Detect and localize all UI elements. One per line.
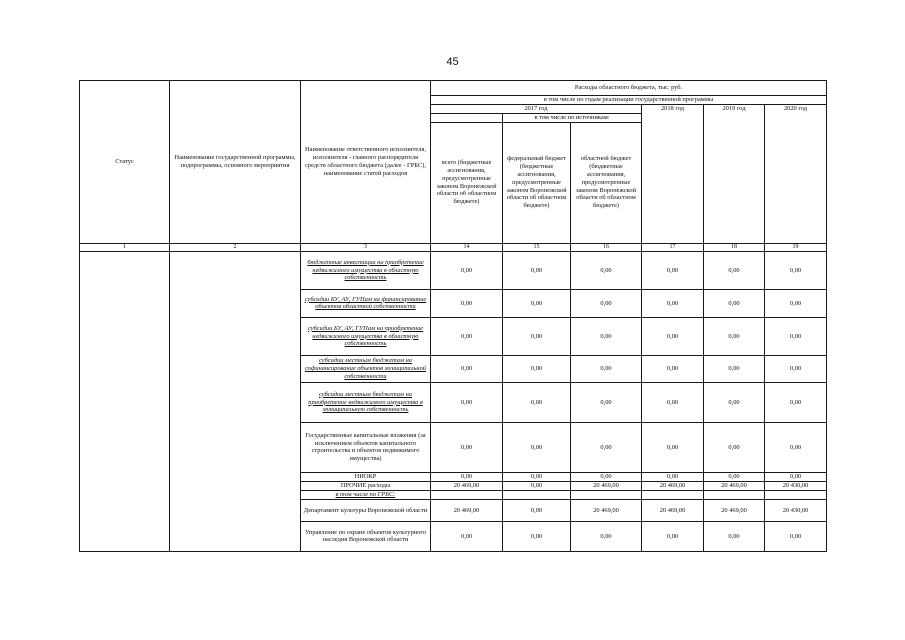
header-expenses: Расходы областного бюджета, тыс. руб. [431, 81, 827, 96]
value-cell: 0,00 [642, 521, 704, 551]
value-cell: 0,00 [503, 499, 571, 521]
value-cell: 20 469,00 [704, 499, 765, 521]
value-cell: 0,00 [765, 422, 827, 472]
value-cell: 0,00 [765, 472, 827, 481]
value-cell: 20 430,00 [765, 499, 827, 521]
value-cell: 0,00 [503, 289, 571, 317]
value-cell: 0,00 [642, 472, 704, 481]
value-cell: 0,00 [642, 289, 704, 317]
row-label: Государственные капитальные вложения (за исключением объектов капитального строительства и объектов недвижимого имущества) [301, 422, 431, 472]
col-number-15: 15 [503, 243, 571, 251]
value-cell: 0,00 [431, 317, 503, 355]
value-cell [704, 490, 765, 499]
row-label: в том числе по ГРБС: [301, 490, 431, 499]
value-cell: 0,00 [431, 289, 503, 317]
value-cell: 0,00 [503, 382, 571, 422]
value-cell: 0,00 [642, 317, 704, 355]
value-cell: 0,00 [503, 481, 571, 490]
value-cell: 0,00 [503, 521, 571, 551]
value-cell: 20 469,00 [571, 481, 642, 490]
header-year-2019: 2019 год [704, 104, 765, 243]
value-cell: 0,00 [704, 289, 765, 317]
col-number-18: 18 [704, 243, 765, 251]
value-cell: 0,00 [571, 355, 642, 382]
header-responsible: Наименование ответственного исполнителя, исполнителя - главного распорядителя средств областного бюджета (далее - ГРБС), наименование статей расходов [301, 81, 431, 244]
value-cell: 0,00 [765, 289, 827, 317]
value-cell: 0,00 [765, 251, 827, 289]
value-cell: 0,00 [571, 382, 642, 422]
value-cell: 0,00 [571, 251, 642, 289]
value-cell: 20 430,00 [765, 481, 827, 490]
col-number-19: 19 [765, 243, 827, 251]
value-cell: 0,00 [571, 521, 642, 551]
value-cell: 0,00 [765, 355, 827, 382]
value-cell: 0,00 [765, 317, 827, 355]
value-cell: 0,00 [503, 472, 571, 481]
row-label: НИОКР [301, 472, 431, 481]
value-cell: 20 469,00 [704, 481, 765, 490]
value-cell: 0,00 [642, 355, 704, 382]
program-name-cell [170, 251, 301, 551]
value-cell: 0,00 [704, 317, 765, 355]
value-cell: 0,00 [765, 382, 827, 422]
status-cell [80, 251, 170, 551]
row-label: бюджетные инвестиции на приобретение недвижимого имущества в областную собственность [301, 251, 431, 289]
value-cell: 0,00 [571, 472, 642, 481]
header-regional: областной бюджет (бюджетные ассигнования, предусмотренные законом Воронежской области об областном бюджете) [571, 122, 642, 243]
page-number: 45 [446, 56, 459, 68]
header-sources: в том числе по источникам: [503, 113, 642, 122]
value-cell: 20 469,00 [642, 499, 704, 521]
row-label: ПРОЧИЕ расходы [301, 481, 431, 490]
header-year-2020: 2020 год [765, 104, 827, 243]
row-label: субсидии БУ, АУ, ГУПам на приобретение недвижимого имущества в областную собственность [301, 317, 431, 355]
header-program-name: Наименование государственной программы, подпрограммы, основного мероприятия [170, 81, 301, 244]
value-cell: 0,00 [431, 472, 503, 481]
value-cell: 0,00 [431, 251, 503, 289]
col-number-3: 3 [301, 243, 431, 251]
row-label: Управление по охране объектов культурного наследия Воронежской области [301, 521, 431, 551]
value-cell: 20 469,00 [431, 499, 503, 521]
value-cell: 0,00 [704, 382, 765, 422]
value-cell [642, 490, 704, 499]
value-cell: 0,00 [571, 422, 642, 472]
row-label: субсидии БУ, АУ, ГУПам на финансирование объектов областной собственности [301, 289, 431, 317]
table-row [80, 251, 827, 289]
header-year-2018: 2018 год [642, 104, 704, 243]
value-cell: 0,00 [571, 289, 642, 317]
header-year-2017: 2017 год [431, 104, 642, 113]
value-cell: 0,00 [431, 355, 503, 382]
value-cell: 20 469,00 [431, 481, 503, 490]
value-cell [503, 490, 571, 499]
value-cell: 0,00 [765, 521, 827, 551]
value-cell: 0,00 [704, 251, 765, 289]
row-label: Департамент культуры Воронежской области [301, 499, 431, 521]
col-number-14: 14 [431, 243, 503, 251]
value-cell: 0,00 [642, 422, 704, 472]
value-cell: 0,00 [704, 422, 765, 472]
value-cell: 0,00 [642, 382, 704, 422]
header-by-years: в том числе по годам реализации государственной программы [431, 96, 827, 105]
row-label: субсидии местным бюджетам на софинансирование объектов муниципальной собственности [301, 355, 431, 382]
value-cell: 0,00 [704, 521, 765, 551]
value-cell: 0,00 [431, 422, 503, 472]
value-cell: 0,00 [503, 251, 571, 289]
value-cell [765, 490, 827, 499]
value-cell: 0,00 [503, 317, 571, 355]
value-cell: 0,00 [571, 317, 642, 355]
col-number-16: 16 [571, 243, 642, 251]
value-cell: 20 469,00 [571, 499, 642, 521]
header-status: Статус [80, 81, 170, 244]
col-number-17: 17 [642, 243, 704, 251]
value-cell: 0,00 [431, 521, 503, 551]
value-cell: 0,00 [431, 382, 503, 422]
value-cell: 0,00 [704, 355, 765, 382]
header-total: всего (бюджетные ассигнования, предусмотренные законом Воронежской области об областном бюджете) [431, 122, 503, 243]
value-cell: 0,00 [503, 355, 571, 382]
budget-table [79, 80, 827, 552]
row-label: субсидии местным бюджетам на приобретение недвижимого имущества в муниципальную собственность [301, 382, 431, 422]
value-cell [571, 490, 642, 499]
value-cell [431, 490, 503, 499]
col-number-1: 1 [80, 243, 170, 251]
value-cell: 0,00 [503, 422, 571, 472]
col-number-2: 2 [170, 243, 301, 251]
value-cell: 0,00 [642, 251, 704, 289]
value-cell: 0,00 [704, 472, 765, 481]
value-cell: 20 469,00 [642, 481, 704, 490]
header-federal: федеральный бюджет (бюджетные ассигнования, предусмотренные законом Воронежской области об областном бюджете) [503, 122, 571, 243]
